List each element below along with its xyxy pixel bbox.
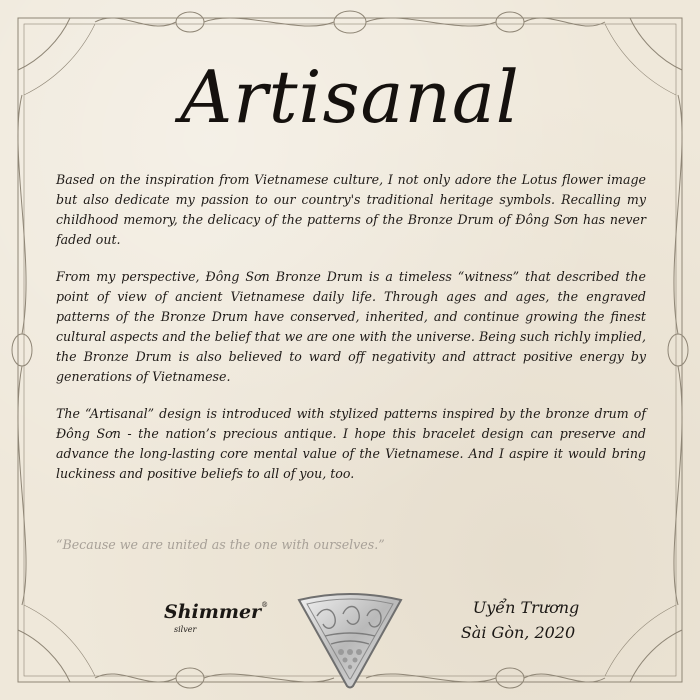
page-title: Artisanal [180,55,520,139]
paragraph-1: Based on the inspiration from Vietnamese culture, I not only adore the Lotus flower image but also dedicate my passion to our country's traditional heritage symbols. Recalling my childhood memory, the delicacy of the patterns of the Bronze Drum of Đông Sơn has never faded out. [56,172,646,247]
bronze-drum-emblem-icon [295,590,405,690]
paragraph-2: From my perspective, Đông Sơn Bronze Drum is a timeless “witness” that described the point of view of ancient Vietnamese daily life. Through ages and ages, the engraved patterns of the Bronze Drum have conserved, inherited, and continue growing the finest cultural aspects and the belief that we are one with the universe. Being such richly implied, the Bronze Drum is also believed to ward off negativity and attract positive energy by generations of Vietnamese. [56,269,646,384]
paragraph-3: The “Artisanal” design is introduced with stylized patterns inspired by the bronze drum of Đông Sơn - the nation’s precious antique. I hope this bracelet design can preserve and advance the long-lasting core mental value of the Vietnamese. And I aspire it would bring luckiness and positive beliefs to all of you, too. [56,406,646,481]
shimmer-logo [150,595,270,645]
logo-word: Shimmer [164,601,262,623]
logo-registered-mark: ® [261,601,269,609]
body-text [56,170,646,501]
signature-name: Uyển Trương [472,598,580,617]
logo-wordmark [164,601,268,623]
signature-place-date: Sài Gòn, 2020 [460,623,576,642]
logo-subtitle: silver [174,625,197,634]
quote-text: “Because we are united as the one with ourselves.” [56,537,385,552]
